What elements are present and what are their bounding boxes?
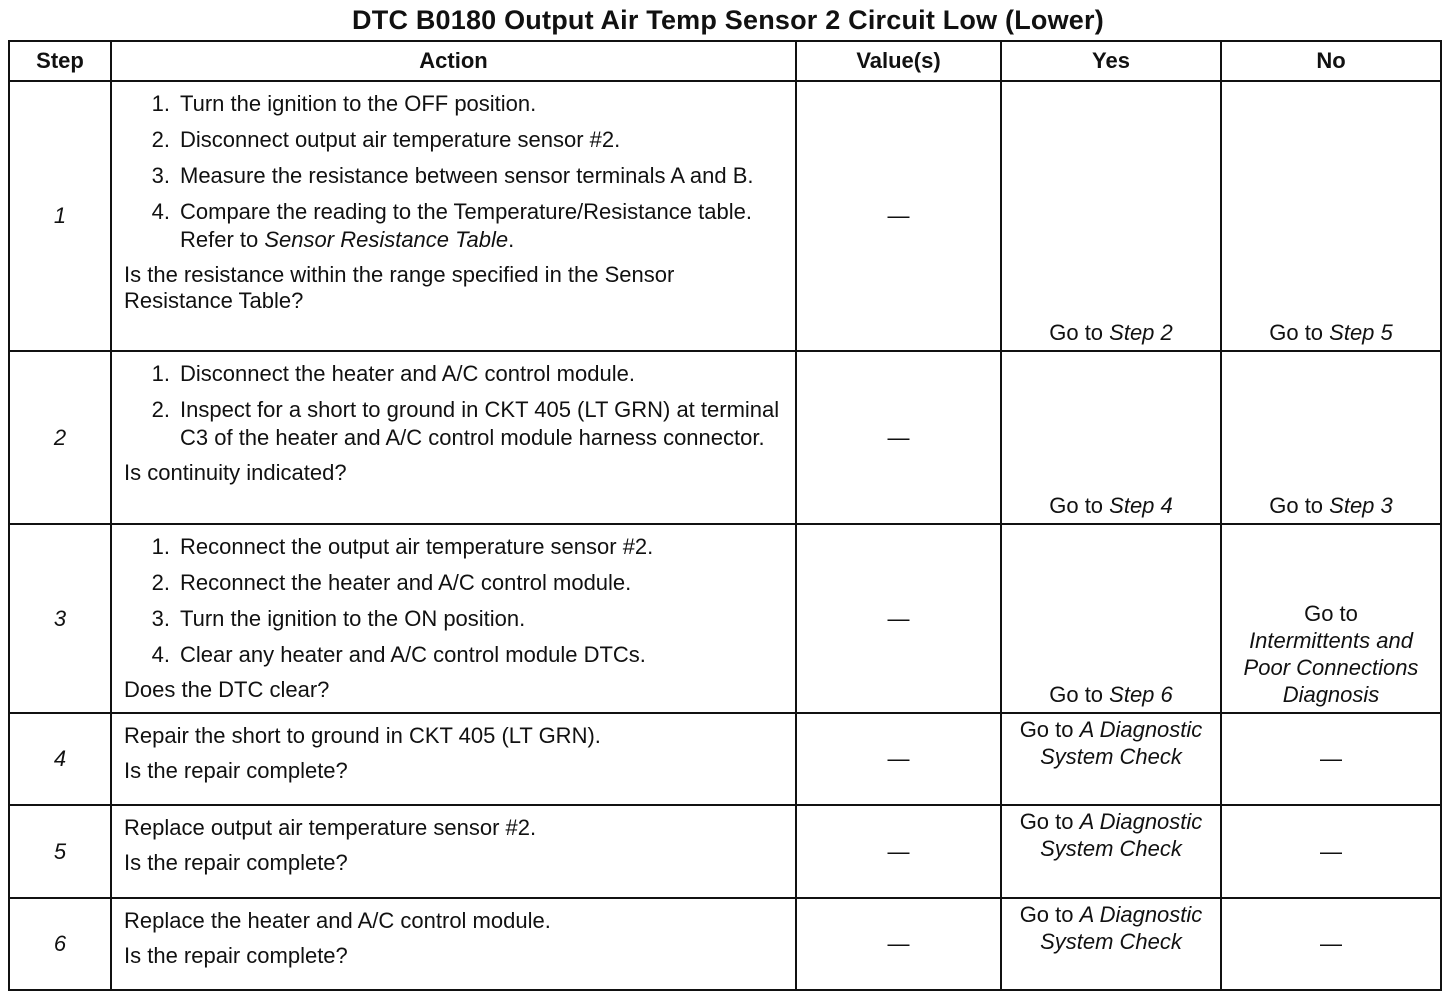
yes-cell [1001, 898, 1221, 990]
yes-cell [1001, 351, 1221, 524]
value-cell: — [796, 805, 1001, 898]
header-step: Step [9, 41, 111, 81]
action-cell [111, 713, 796, 805]
no-prefix: Go to [1269, 320, 1330, 345]
step-text: Measure the resistance between sensor terminals A and B. [180, 163, 754, 188]
list-item [124, 533, 785, 561]
step-number: 6 [9, 898, 111, 990]
no-link[interactable]: Step 3 [1329, 493, 1393, 518]
step-number: 4 [9, 713, 111, 805]
step-number: 5 [9, 805, 111, 898]
step-text-tail: . [508, 227, 515, 252]
step-number: 2 [9, 351, 111, 524]
action-steps [124, 533, 785, 669]
action-cell [111, 805, 796, 898]
yes-prefix: Go to [1049, 682, 1110, 707]
value-cell: — [796, 713, 1001, 805]
table-row [9, 524, 1441, 713]
step-text: Clear any heater and A/C control module DTCs. [180, 642, 646, 667]
step-text: Disconnect output air temperature sensor #2. [180, 127, 621, 152]
value-cell: — [796, 524, 1001, 713]
step-index: 3. [151, 163, 170, 188]
table-row [9, 351, 1441, 524]
step-text: Inspect for a short to ground in CKT 405 (LT GRN) at terminal C3 of the heater and A/C control module harness connector. [180, 397, 780, 450]
yes-prefix: Go to [1049, 320, 1110, 345]
header-yes: Yes [1001, 41, 1221, 81]
no-link[interactable]: Step 5 [1329, 320, 1393, 345]
list-item [124, 162, 785, 190]
no-cell: — [1221, 805, 1441, 898]
diagnostic-table [8, 40, 1442, 991]
list-item [124, 126, 785, 154]
step-index: 4. [151, 199, 170, 224]
no-prefix: Go to [1304, 601, 1358, 626]
yes-prefix: Go to [1019, 717, 1080, 742]
question-text: Does the DTC clear? [124, 677, 330, 702]
list-item [124, 90, 785, 118]
yes-link[interactable]: Step 2 [1109, 320, 1173, 345]
question-text: Is the repair complete? [124, 850, 348, 875]
header-no: No [1221, 41, 1441, 81]
list-item [124, 396, 785, 452]
no-cell [1221, 81, 1441, 351]
value-cell: — [796, 81, 1001, 351]
action-text: Replace output air temperature sensor #2. [124, 815, 537, 840]
action-cell [111, 81, 796, 351]
action-cell [111, 898, 796, 990]
reference-link[interactable]: Sensor Resistance Table [264, 227, 509, 252]
table-row [9, 805, 1441, 898]
list-item [124, 569, 785, 597]
action-cell [111, 351, 796, 524]
step-text: Turn the ignition to the ON position. [180, 606, 526, 631]
step-index: 1. [151, 361, 170, 386]
header-values: Value(s) [796, 41, 1001, 81]
list-item [124, 360, 785, 388]
question-text: Is the repair complete? [124, 943, 348, 968]
step-text-main: Compare the reading to the Temperature/Resistance table. Refer to [180, 199, 752, 252]
no-cell: — [1221, 713, 1441, 805]
action-steps [124, 90, 785, 254]
yes-cell [1001, 524, 1221, 713]
yes-cell [1001, 713, 1221, 805]
step-index: 1. [151, 534, 170, 559]
yes-link[interactable]: Step 4 [1109, 493, 1173, 518]
step-index: 2. [151, 127, 170, 152]
table-row [9, 81, 1441, 351]
step-text: Reconnect the heater and A/C control module. [180, 570, 632, 595]
no-cell [1221, 524, 1441, 713]
step-index: 1. [151, 91, 170, 116]
question-text: Is the resistance within the range specified in the Sensor Resistance Table? [124, 262, 675, 313]
no-cell: — [1221, 898, 1441, 990]
question-text: Is continuity indicated? [124, 460, 347, 485]
table-row [9, 898, 1441, 990]
header-row [9, 41, 1441, 81]
yes-prefix: Go to [1049, 493, 1110, 518]
yes-cell [1001, 805, 1221, 898]
action-text: Repair the short to ground in CKT 405 (LT GRN). [124, 723, 601, 748]
yes-link[interactable]: Step 6 [1109, 682, 1173, 707]
step-index: 2. [151, 570, 170, 595]
header-action: Action [111, 41, 796, 81]
action-cell [111, 524, 796, 713]
step-text [180, 198, 785, 254]
action-steps [124, 360, 785, 452]
step-index: 2. [151, 397, 170, 422]
table-row [9, 713, 1441, 805]
yes-link[interactable]: A Diagnostic System Check [1040, 809, 1203, 861]
action-text: Replace the heater and A/C control module. [124, 908, 551, 933]
step-text: Disconnect the heater and A/C control module. [180, 361, 635, 386]
list-item [124, 605, 785, 633]
yes-cell [1001, 81, 1221, 351]
page-title: DTC B0180 Output Air Temp Sensor 2 Circuit Low (Lower) [352, 5, 1104, 35]
step-index: 4. [151, 642, 170, 667]
yes-prefix: Go to [1019, 902, 1080, 927]
list-item [124, 198, 785, 254]
step-number: 1 [9, 81, 111, 351]
question-text: Is the repair complete? [124, 758, 348, 783]
yes-prefix: Go to [1019, 809, 1080, 834]
no-prefix: Go to [1269, 493, 1330, 518]
step-index: 3. [151, 606, 170, 631]
no-link[interactable]: Intermittents and Poor Connections Diagnosis [1243, 628, 1419, 707]
no-cell [1221, 351, 1441, 524]
step-text: Turn the ignition to the OFF position. [180, 91, 537, 116]
value-cell: — [796, 351, 1001, 524]
step-number: 3 [9, 524, 111, 713]
list-item [124, 641, 785, 669]
yes-link[interactable]: A Diagnostic System Check [1040, 717, 1203, 769]
step-text: Reconnect the output air temperature sensor #2. [180, 534, 654, 559]
value-cell: — [796, 898, 1001, 990]
yes-link[interactable]: A Diagnostic System Check [1040, 902, 1203, 954]
